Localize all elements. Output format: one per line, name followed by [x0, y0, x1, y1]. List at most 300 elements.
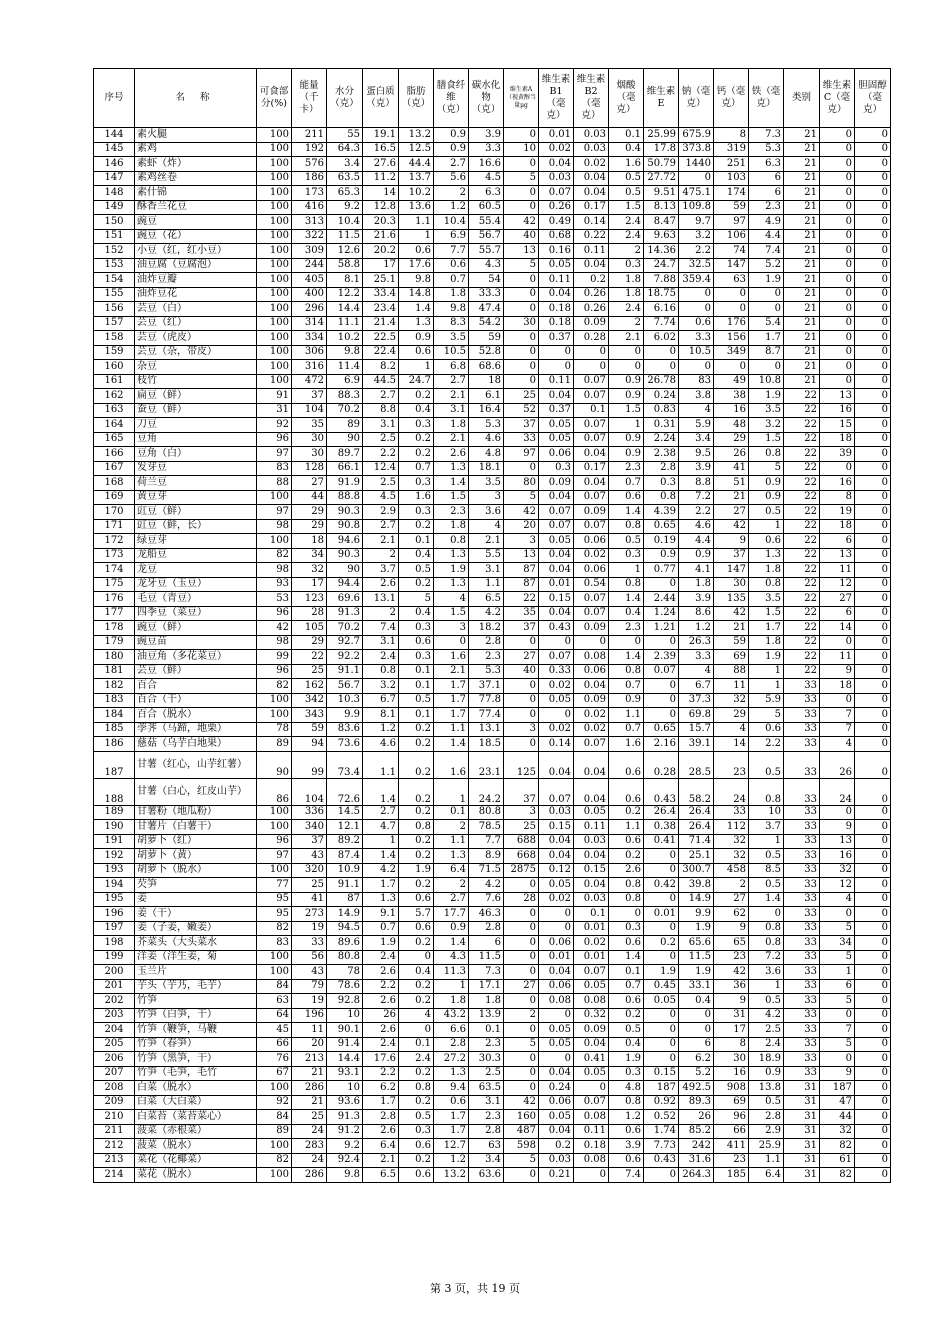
value-cell: 10 — [327, 1008, 363, 1023]
value-cell: 2.4 — [363, 650, 399, 665]
value-cell: 0 — [504, 374, 539, 389]
value-cell: 0 — [855, 142, 891, 157]
table-row — [94, 128, 891, 143]
value-cell: 2.7 — [434, 892, 469, 907]
value-cell: 84 — [257, 1110, 292, 1125]
value-cell: 0.2 — [399, 778, 434, 805]
value-cell: 0.04 — [574, 186, 609, 201]
value-cell: 9.8 — [434, 302, 469, 317]
value-cell: 0.07 — [539, 186, 574, 201]
table-row — [94, 820, 891, 835]
value-cell: 6.7 — [363, 693, 399, 708]
value-cell: 147 — [714, 563, 749, 578]
value-cell: 22 — [784, 664, 820, 679]
value-cell: 37 — [504, 621, 539, 636]
value-cell: 100 — [257, 374, 292, 389]
value-cell: 7.4 — [749, 244, 784, 259]
value-cell: 0 — [539, 921, 574, 936]
table-row — [94, 157, 891, 172]
value-cell: 0.1 — [609, 128, 644, 143]
value-cell: 96 — [257, 606, 292, 621]
value-cell: 6.5 — [469, 592, 504, 607]
value-cell: 2.1 — [434, 664, 469, 679]
value-cell: 10.4 — [327, 215, 363, 230]
table-row — [94, 664, 891, 679]
value-cell: 0 — [820, 805, 855, 820]
value-cell: 0.8 — [609, 892, 644, 907]
value-cell: 0 — [820, 693, 855, 708]
row-number: 199 — [94, 950, 135, 965]
value-cell: 0 — [609, 360, 644, 375]
value-cell: 0 — [855, 287, 891, 302]
value-cell: 0 — [855, 592, 891, 607]
value-cell: 0.5 — [749, 849, 784, 864]
value-cell: 1.3 — [434, 461, 469, 476]
value-cell: 58.2 — [679, 778, 714, 805]
nutrition-table — [93, 68, 891, 1183]
value-cell: 0 — [504, 186, 539, 201]
value-cell: 63 — [469, 1139, 504, 1154]
value-cell: 1.9 — [644, 965, 679, 980]
value-cell: 0 — [679, 302, 714, 317]
value-cell: 4 — [469, 519, 504, 534]
value-cell: 2 — [363, 548, 399, 563]
value-cell: 0 — [749, 287, 784, 302]
value-cell: 0.3 — [399, 650, 434, 665]
value-cell: 100 — [257, 171, 292, 186]
row-number: 163 — [94, 403, 135, 418]
value-cell: 89.6 — [327, 936, 363, 951]
value-cell: 0.8 — [609, 664, 644, 679]
value-cell: 3.3 — [679, 331, 714, 346]
value-cell: 0 — [820, 345, 855, 360]
value-cell: 314 — [292, 316, 327, 331]
value-cell: 5.9 — [679, 418, 714, 433]
food-name: 蚕豆（鲜） — [135, 403, 257, 418]
value-cell: 0.6 — [749, 534, 784, 549]
value-cell: 21 — [292, 1095, 327, 1110]
value-cell: 1.8 — [609, 273, 644, 288]
value-cell: 0.2 — [399, 979, 434, 994]
value-cell: 2.8 — [469, 635, 504, 650]
value-cell: 31 — [714, 1008, 749, 1023]
value-cell: 25.1 — [363, 273, 399, 288]
value-cell: 0 — [820, 635, 855, 650]
row-number: 208 — [94, 1081, 135, 1096]
value-cell: 33 — [784, 921, 820, 936]
food-name: 白菜（脱水） — [135, 1081, 257, 1096]
value-cell: 12 — [820, 577, 855, 592]
value-cell: 100 — [257, 142, 292, 157]
value-cell: 0.6 — [434, 258, 469, 273]
value-cell: 33 — [784, 834, 820, 849]
table-row — [94, 679, 891, 694]
value-cell: 7.88 — [644, 273, 679, 288]
value-cell: 1.5 — [609, 200, 644, 215]
value-cell: 1 — [749, 519, 784, 534]
value-cell: 9.8 — [327, 345, 363, 360]
value-cell: 10 — [504, 142, 539, 157]
value-cell: 33 — [784, 849, 820, 864]
value-cell: 0 — [820, 215, 855, 230]
value-cell: 4.7 — [363, 820, 399, 835]
column-header: 烟酸（毫克） — [609, 69, 644, 128]
value-cell: 88 — [257, 476, 292, 491]
column-header: 类别 — [784, 69, 820, 128]
value-cell: 2.4 — [609, 229, 644, 244]
value-cell: 89 — [327, 418, 363, 433]
food-name: 豌豆苗 — [135, 635, 257, 650]
value-cell: 0 — [855, 447, 891, 462]
value-cell: 100 — [257, 244, 292, 259]
value-cell: 0.24 — [539, 1081, 574, 1096]
value-cell: 8.1 — [363, 708, 399, 723]
value-cell: 0.05 — [574, 805, 609, 820]
food-name: 百合（脱水） — [135, 708, 257, 723]
value-cell: 0.2 — [609, 805, 644, 820]
value-cell: 44 — [292, 490, 327, 505]
value-cell: 24.7 — [399, 374, 434, 389]
value-cell: 11.3 — [434, 965, 469, 980]
value-cell: 2.4 — [363, 950, 399, 965]
value-cell: 29 — [292, 519, 327, 534]
header-row — [94, 69, 891, 128]
value-cell: 343 — [292, 708, 327, 723]
value-cell: 40 — [504, 664, 539, 679]
table-row — [94, 892, 891, 907]
row-number: 167 — [94, 461, 135, 476]
value-cell: 99 — [257, 650, 292, 665]
value-cell: 0.3 — [399, 621, 434, 636]
value-cell: 78.6 — [327, 979, 363, 994]
value-cell: 33 — [784, 994, 820, 1009]
value-cell: 3.5 — [434, 331, 469, 346]
table-row — [94, 1008, 891, 1023]
value-cell: 0.06 — [539, 936, 574, 951]
value-cell: 0.7 — [363, 921, 399, 936]
value-cell: 5 — [820, 921, 855, 936]
value-cell: 89 — [257, 1124, 292, 1139]
food-name: 百合 — [135, 679, 257, 694]
value-cell: 13 — [820, 834, 855, 849]
value-cell: 24 — [714, 778, 749, 805]
page-footer: 第 3 页，共 19 页 — [430, 1282, 520, 1295]
value-cell: 0 — [504, 128, 539, 143]
value-cell: 0 — [539, 635, 574, 650]
value-cell: 9.2 — [327, 1139, 363, 1154]
value-cell: 0.06 — [539, 447, 574, 462]
value-cell: 59 — [714, 635, 749, 650]
value-cell: 2.6 — [609, 863, 644, 878]
value-cell: 1.8 — [434, 519, 469, 534]
value-cell: 7.7 — [469, 834, 504, 849]
value-cell: 0.01 — [574, 921, 609, 936]
value-cell: 1.4 — [609, 592, 644, 607]
value-cell: 0.26 — [574, 287, 609, 302]
value-cell: 100 — [257, 1081, 292, 1096]
value-cell: 27 — [820, 592, 855, 607]
value-cell: 10 — [749, 805, 784, 820]
row-number: 152 — [94, 244, 135, 259]
value-cell: 2.2 — [679, 505, 714, 520]
value-cell: 0 — [855, 244, 891, 259]
value-cell: 4 — [820, 892, 855, 907]
value-cell: 22 — [784, 606, 820, 621]
value-cell: 22 — [784, 476, 820, 491]
value-cell: 0 — [855, 751, 891, 778]
value-cell: 0.43 — [644, 778, 679, 805]
value-cell: 160 — [504, 1110, 539, 1125]
value-cell: 5 — [504, 1153, 539, 1168]
value-cell: 2.3 — [469, 1037, 504, 1052]
value-cell: 92 — [257, 418, 292, 433]
value-cell: 19.1 — [363, 128, 399, 143]
value-cell: 37 — [292, 834, 327, 849]
value-cell: 0 — [855, 1052, 891, 1067]
row-number: 214 — [94, 1168, 135, 1183]
value-cell: 31 — [784, 1124, 820, 1139]
value-cell: 0.07 — [574, 606, 609, 621]
value-cell: 0.14 — [574, 215, 609, 230]
value-cell: 10.2 — [399, 186, 434, 201]
food-name: 甘薯（白心，红皮山芋） — [135, 778, 257, 805]
food-name: 玉兰片 — [135, 965, 257, 980]
value-cell: 21 — [784, 374, 820, 389]
value-cell: 100 — [257, 820, 292, 835]
value-cell: 66 — [714, 1124, 749, 1139]
row-number: 166 — [94, 447, 135, 462]
value-cell: 17.6 — [363, 1052, 399, 1067]
value-cell: 0 — [820, 229, 855, 244]
value-cell: 0 — [855, 1153, 891, 1168]
table-row — [94, 200, 891, 215]
value-cell: 1.21 — [644, 621, 679, 636]
value-cell: 9.8 — [327, 1168, 363, 1183]
value-cell: 4.2 — [749, 1008, 784, 1023]
row-number: 180 — [94, 650, 135, 665]
table-row — [94, 994, 891, 1009]
value-cell: 90 — [257, 751, 292, 778]
value-cell: 0.2 — [399, 737, 434, 752]
row-number: 196 — [94, 907, 135, 922]
value-cell: 100 — [257, 273, 292, 288]
value-cell: 1.7 — [434, 693, 469, 708]
value-cell: 80.8 — [469, 805, 504, 820]
value-cell: 22 — [784, 432, 820, 447]
value-cell: 13.1 — [363, 592, 399, 607]
value-cell: 0.09 — [574, 316, 609, 331]
value-cell: 1.1 — [399, 215, 434, 230]
value-cell: 0.09 — [574, 621, 609, 636]
value-cell: 2.1 — [609, 331, 644, 346]
value-cell: 7 — [820, 722, 855, 737]
value-cell: 0.1 — [434, 805, 469, 820]
row-number: 210 — [94, 1110, 135, 1125]
row-number: 165 — [94, 432, 135, 447]
value-cell: 90 — [327, 563, 363, 578]
value-cell: 77 — [257, 878, 292, 893]
value-cell: 21 — [784, 229, 820, 244]
value-cell: 36 — [714, 979, 749, 994]
value-cell: 0 — [504, 907, 539, 922]
row-number: 169 — [94, 490, 135, 505]
value-cell: 0 — [574, 345, 609, 360]
value-cell: 5.3 — [749, 142, 784, 157]
value-cell: 25 — [292, 1110, 327, 1125]
value-cell: 83.6 — [327, 722, 363, 737]
row-number: 205 — [94, 1037, 135, 1052]
value-cell: 27.2 — [434, 1052, 469, 1067]
value-cell: 1.8 — [434, 418, 469, 433]
value-cell: 100 — [257, 287, 292, 302]
table-row — [94, 878, 891, 893]
value-cell: 0.3 — [399, 505, 434, 520]
value-cell: 6.4 — [749, 1168, 784, 1183]
value-cell: 11.1 — [327, 316, 363, 331]
value-cell: 23 — [714, 950, 749, 965]
value-cell: 9.8 — [399, 273, 434, 288]
value-cell: 2.5 — [749, 1023, 784, 1038]
value-cell: 2.2 — [679, 244, 714, 259]
value-cell: 2.7 — [363, 389, 399, 404]
value-cell: 185 — [714, 1168, 749, 1183]
value-cell: 0.9 — [609, 447, 644, 462]
value-cell: 1.3 — [399, 316, 434, 331]
value-cell: 0.9 — [644, 548, 679, 563]
value-cell: 2.8 — [363, 1110, 399, 1125]
food-name: 豇豆（鲜，长） — [135, 519, 257, 534]
value-cell: 5 — [504, 490, 539, 505]
value-cell: 0.02 — [574, 157, 609, 172]
value-cell: 0 — [539, 345, 574, 360]
table-row — [94, 316, 891, 331]
value-cell: 0.07 — [574, 519, 609, 534]
value-cell: 25.9 — [749, 1139, 784, 1154]
value-cell: 87 — [327, 892, 363, 907]
value-cell: 0.04 — [574, 679, 609, 694]
value-cell: 0 — [820, 186, 855, 201]
value-cell: 78 — [257, 722, 292, 737]
table-row — [94, 360, 891, 375]
value-cell: 6 — [749, 186, 784, 201]
value-cell: 97 — [504, 447, 539, 462]
value-cell: 8.8 — [679, 476, 714, 491]
value-cell: 0.83 — [644, 403, 679, 418]
row-number: 206 — [94, 1052, 135, 1067]
table-row — [94, 331, 891, 346]
value-cell: 0 — [504, 936, 539, 951]
value-cell: 1.8 — [609, 287, 644, 302]
value-cell: 0.42 — [644, 878, 679, 893]
value-cell: 1.5 — [434, 606, 469, 621]
value-cell: 2.39 — [644, 650, 679, 665]
value-cell: 11.5 — [469, 950, 504, 965]
value-cell: 1.9 — [749, 273, 784, 288]
row-number: 186 — [94, 737, 135, 752]
value-cell: 39 — [820, 447, 855, 462]
value-cell: 4.4 — [749, 229, 784, 244]
value-cell: 173 — [292, 186, 327, 201]
value-cell: 4.5 — [469, 171, 504, 186]
value-cell: 52 — [504, 403, 539, 418]
value-cell: 0 — [855, 316, 891, 331]
value-cell: 31 — [784, 1153, 820, 1168]
value-cell: 147 — [714, 258, 749, 273]
value-cell: 0 — [574, 635, 609, 650]
value-cell: 0.24 — [644, 389, 679, 404]
value-cell: 91.9 — [327, 476, 363, 491]
value-cell: 0.1 — [574, 907, 609, 922]
value-cell: 1.4 — [749, 892, 784, 907]
value-cell: 4.5 — [363, 490, 399, 505]
value-cell: 0.68 — [539, 229, 574, 244]
value-cell: 487 — [504, 1124, 539, 1139]
value-cell: 83 — [679, 374, 714, 389]
value-cell: 0 — [855, 345, 891, 360]
value-cell: 33 — [784, 1052, 820, 1067]
value-cell: 6.16 — [644, 302, 679, 317]
value-cell: 13.2 — [399, 128, 434, 143]
value-cell: 0.02 — [574, 722, 609, 737]
table-row — [94, 186, 891, 201]
value-cell: 0.06 — [574, 563, 609, 578]
value-cell: 19 — [820, 505, 855, 520]
value-cell: 1.4 — [399, 302, 434, 317]
value-cell: 23 — [714, 751, 749, 778]
value-cell: 35 — [292, 418, 327, 433]
value-cell: 0 — [504, 287, 539, 302]
row-number: 164 — [94, 418, 135, 433]
value-cell: 1440 — [679, 157, 714, 172]
value-cell: 0.9 — [609, 432, 644, 447]
value-cell: 0 — [820, 142, 855, 157]
value-cell: 100 — [257, 302, 292, 317]
value-cell: 0.77 — [644, 563, 679, 578]
value-cell: 0.4 — [399, 606, 434, 621]
value-cell: 0.2 — [399, 751, 434, 778]
value-cell: 63 — [714, 273, 749, 288]
value-cell: 56.7 — [327, 679, 363, 694]
value-cell: 74 — [714, 244, 749, 259]
row-number: 150 — [94, 215, 135, 230]
value-cell: 0 — [855, 505, 891, 520]
value-cell: 0 — [855, 921, 891, 936]
value-cell: 64 — [257, 1008, 292, 1023]
value-cell: 0 — [644, 1052, 679, 1067]
value-cell: 286 — [292, 1168, 327, 1183]
value-cell: 62 — [714, 907, 749, 922]
value-cell: 25 — [504, 389, 539, 404]
value-cell: 92.4 — [327, 1153, 363, 1168]
value-cell: 3 — [469, 490, 504, 505]
value-cell: 0.43 — [539, 621, 574, 636]
value-cell: 44.4 — [399, 157, 434, 172]
value-cell: 8 — [820, 490, 855, 505]
value-cell: 89 — [257, 737, 292, 752]
value-cell: 0.11 — [574, 820, 609, 835]
value-cell: 63.5 — [327, 171, 363, 186]
value-cell: 22 — [784, 650, 820, 665]
value-cell: 0 — [644, 849, 679, 864]
value-cell: 21 — [784, 258, 820, 273]
value-cell: 0.2 — [399, 936, 434, 951]
table-row — [94, 432, 891, 447]
value-cell: 14 — [820, 621, 855, 636]
value-cell: 0.4 — [399, 548, 434, 563]
value-cell: 0.8 — [609, 577, 644, 592]
value-cell: 0.2 — [399, 849, 434, 864]
value-cell: 1.1 — [363, 751, 399, 778]
